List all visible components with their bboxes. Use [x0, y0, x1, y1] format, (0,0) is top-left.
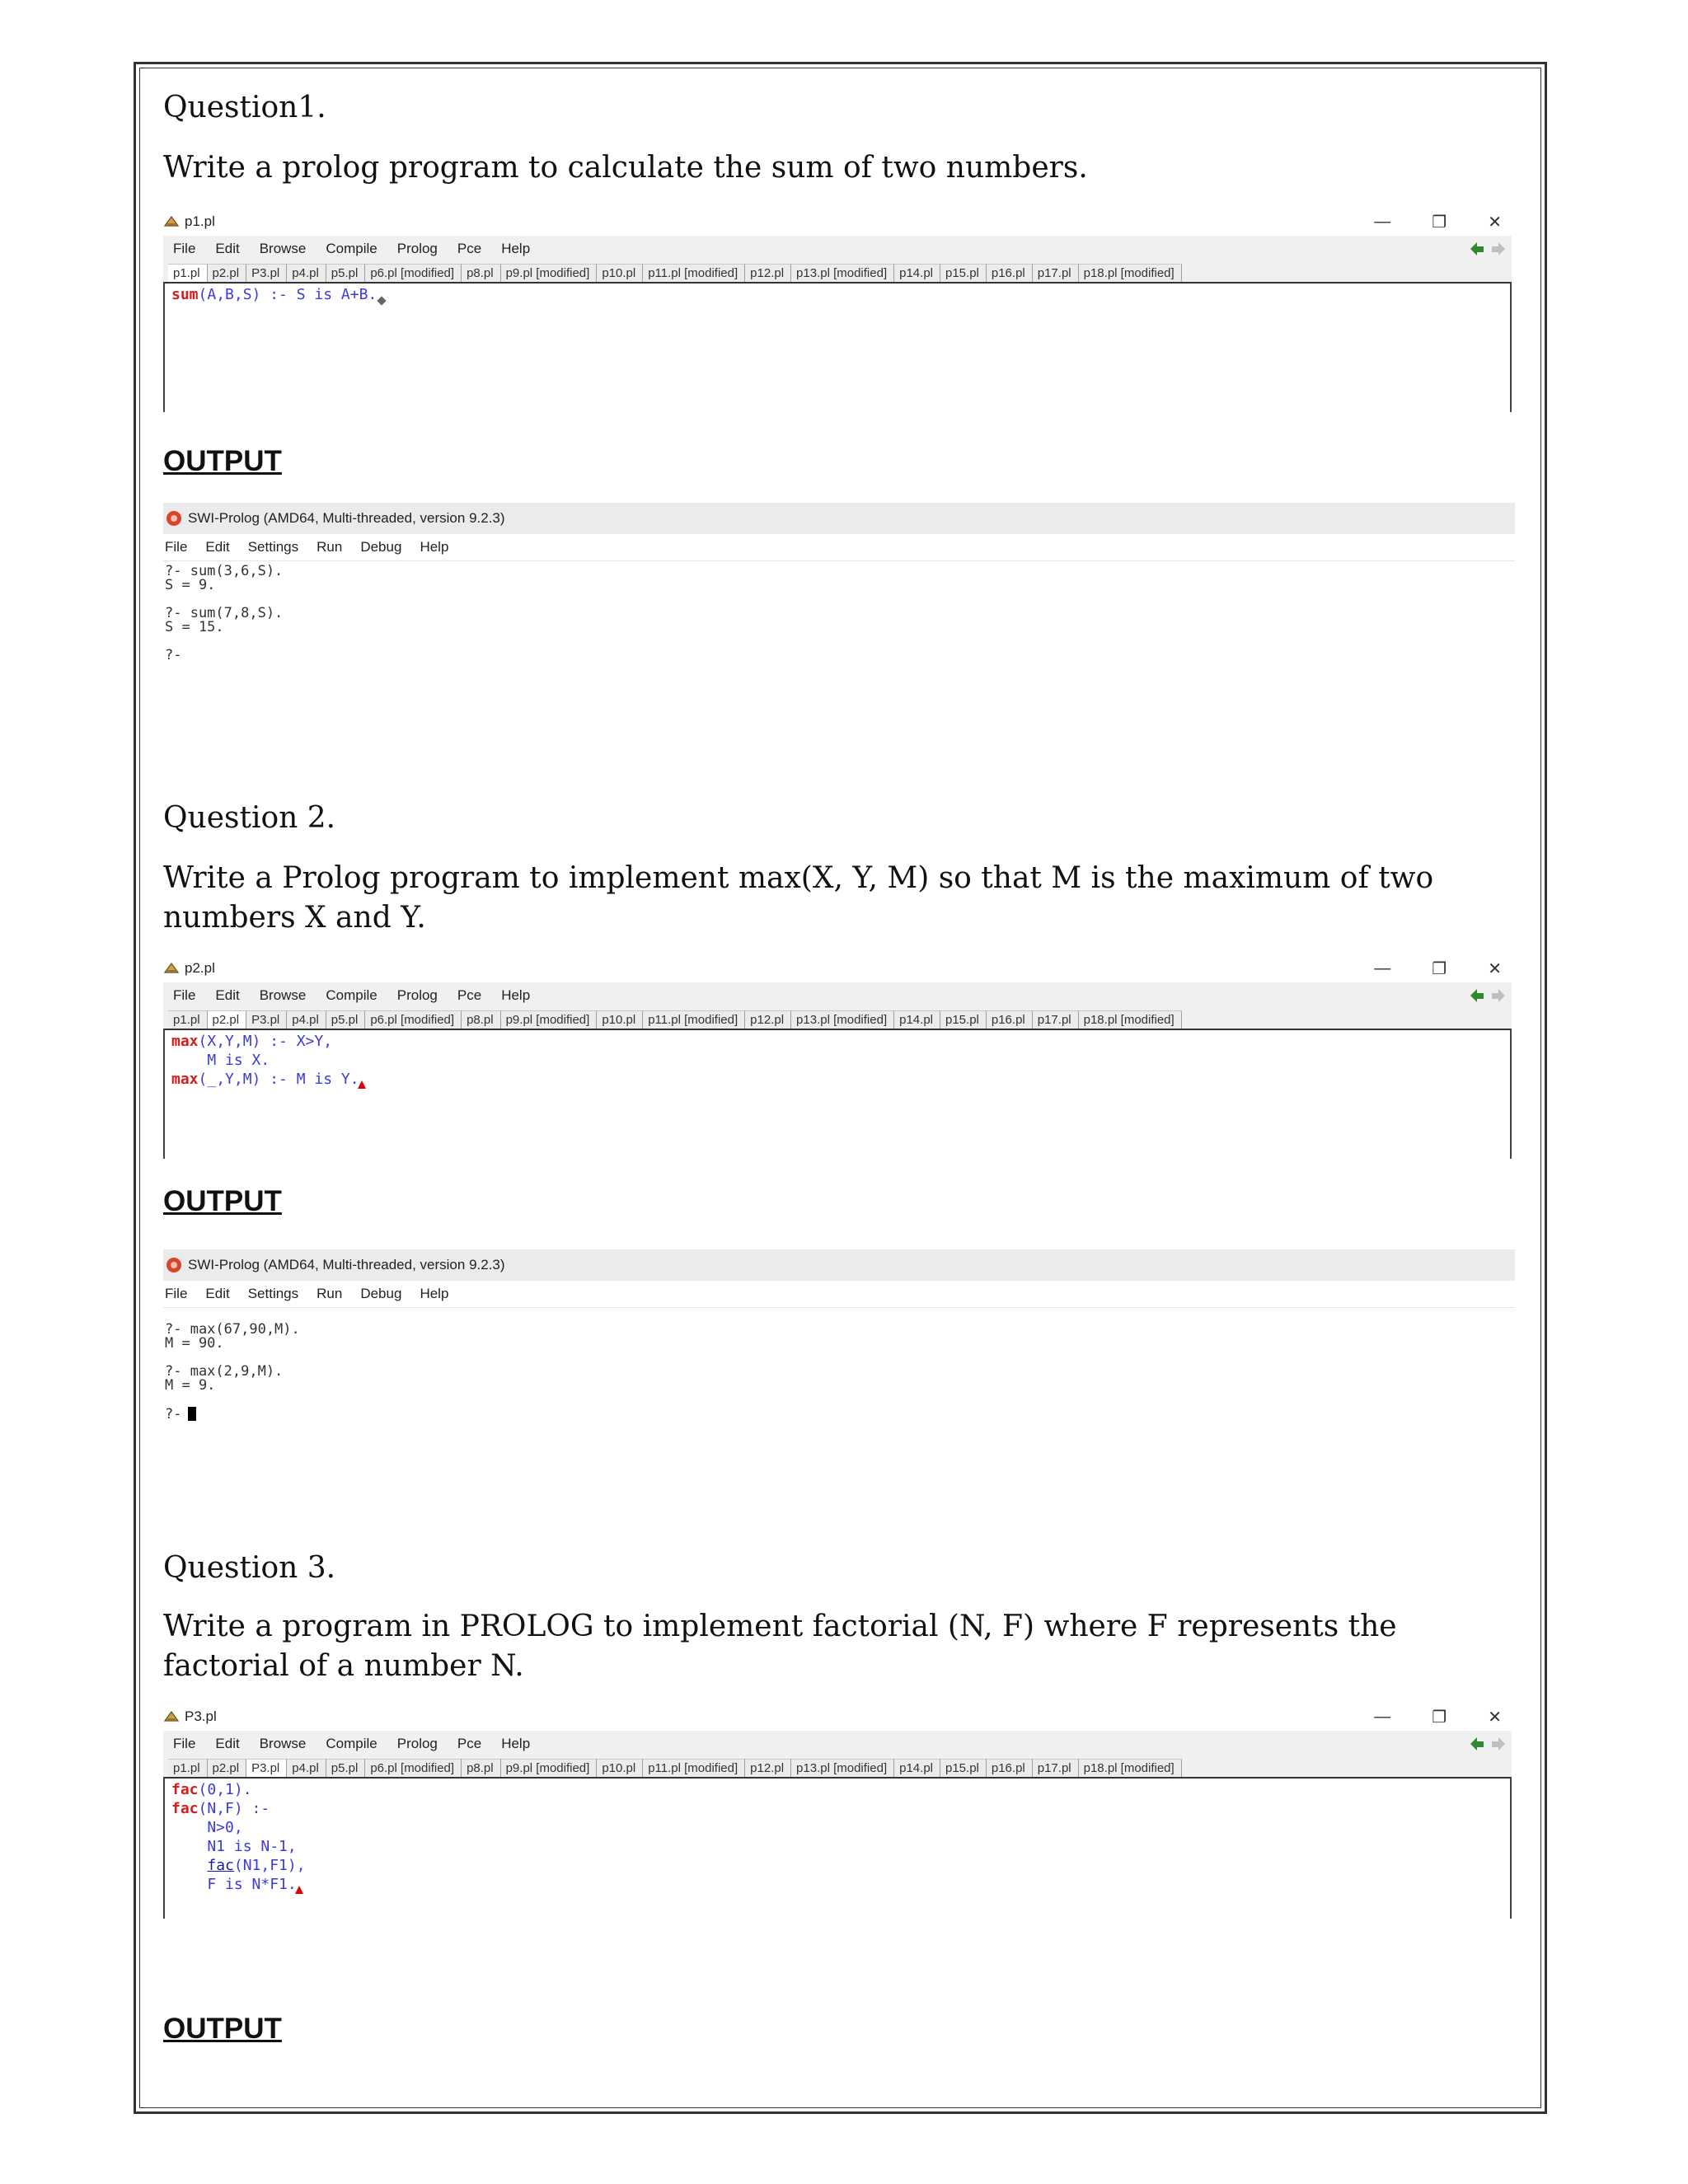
code-listing — [165, 284, 1510, 306]
console-menu-run[interactable]: Run — [316, 1286, 343, 1301]
editor-title: P3.pl — [185, 1708, 217, 1724]
output-label-2: OUTPUT — [163, 1185, 282, 1217]
menu-pce[interactable]: Pce — [457, 987, 482, 1003]
code-line-2: (N,F) :- — [198, 1800, 270, 1817]
question-3-title: Question 3. — [163, 1551, 336, 1585]
tab-p17[interactable]: p17.pl — [1033, 264, 1079, 282]
menu-browse[interactable]: Browse — [259, 1736, 307, 1751]
output-1-block — [163, 443, 282, 480]
tab-p14[interactable]: p14.pl — [894, 1010, 940, 1029]
close-icon[interactable]: ✕ — [1488, 1708, 1502, 1727]
question-2-title-block — [163, 799, 335, 837]
console-menu-debug[interactable]: Debug — [360, 1286, 402, 1301]
output-label-3: OUTPUT — [163, 2013, 282, 2045]
predicate-name: max — [171, 1033, 199, 1050]
tab-p3[interactable]: P3.pl — [246, 1010, 287, 1029]
menu-help[interactable]: Help — [501, 1736, 531, 1751]
code-line-3: (_,Y,M) :- M is Y. — [198, 1071, 359, 1088]
code-line-4: N1 is N-1, — [171, 1838, 297, 1855]
tab-p14[interactable]: p14.pl — [894, 264, 940, 282]
restore-icon[interactable]: ❐ — [1432, 959, 1447, 978]
tab-p12[interactable]: p12.pl — [745, 264, 791, 282]
code-line-1: (A,B,S) :- S is A+B. — [198, 286, 377, 303]
tab-p3[interactable]: P3.pl — [246, 1759, 287, 1777]
question-1-text: Write a prolog program to calculate the sum of two numbers. — [163, 151, 1088, 185]
minimize-icon[interactable]: — — [1374, 212, 1391, 231]
text-caret — [358, 1080, 366, 1089]
console-title: SWI-Prolog (AMD64, Multi-threaded, version 9.2.3) — [188, 510, 505, 526]
editor-tabs — [163, 1009, 1512, 1029]
question-3-text-block — [163, 1607, 1515, 1686]
question-3-title-block — [163, 1549, 335, 1587]
back-arrow-icon[interactable] — [1467, 1734, 1487, 1752]
tab-p2[interactable]: p2.pl — [208, 1759, 247, 1777]
console-output[interactable] — [163, 1308, 1515, 1425]
menu-prolog[interactable]: Prolog — [396, 1736, 438, 1751]
tab-p4[interactable]: p4.pl — [287, 1759, 326, 1777]
tab-p9[interactable]: p9.pl [modified] — [501, 1759, 598, 1777]
menu-help[interactable]: Help — [501, 241, 531, 256]
editor-code-area[interactable] — [163, 1029, 1512, 1159]
console-menu-file[interactable]: File — [165, 539, 188, 555]
menu-file[interactable]: File — [173, 241, 196, 256]
menu-compile[interactable]: Compile — [326, 241, 377, 256]
console-titlebar — [163, 503, 1515, 534]
console-menu-settings[interactable]: Settings — [247, 1286, 299, 1301]
editor-tabs — [163, 262, 1512, 282]
menu-file[interactable]: File — [173, 987, 196, 1003]
tab-p5[interactable]: p5.pl — [326, 264, 366, 282]
swi-editor-icon — [163, 961, 180, 976]
tab-p17[interactable]: p17.pl — [1033, 1010, 1079, 1029]
tab-p12[interactable]: p12.pl — [745, 1759, 791, 1777]
menu-pce[interactable]: Pce — [457, 241, 482, 256]
tab-p3[interactable]: P3.pl — [246, 264, 287, 282]
output-2-block — [163, 1183, 282, 1220]
tab-p1[interactable]: p1.pl — [168, 1010, 208, 1029]
tab-p2[interactable]: p2.pl — [208, 1010, 247, 1029]
console-menu-run[interactable]: Run — [316, 539, 343, 555]
close-icon[interactable]: ✕ — [1488, 213, 1502, 232]
code-line-5: (N1,F1), — [233, 1857, 306, 1874]
tab-p12[interactable]: p12.pl — [745, 1010, 791, 1029]
editor-tabs — [163, 1757, 1512, 1777]
restore-icon[interactable]: ❐ — [1432, 1708, 1447, 1727]
tab-p13[interactable]: p13.pl [modified] — [791, 1759, 894, 1777]
tab-p14[interactable]: p14.pl — [894, 1759, 940, 1777]
tab-p4[interactable]: p4.pl — [287, 264, 326, 282]
tab-p1[interactable]: p1.pl — [168, 1759, 208, 1777]
tab-p15[interactable]: p15.pl — [940, 1759, 987, 1777]
console-lines: ?- max(67,90,M). M = 90. ?- max(2,9,M). M = 9. ?- — [165, 1321, 300, 1422]
menu-prolog[interactable]: Prolog — [396, 987, 438, 1003]
menu-browse[interactable]: Browse — [259, 241, 307, 256]
console-cursor — [188, 1407, 196, 1421]
editor-title: p1.pl — [185, 213, 215, 229]
tab-p17[interactable]: p17.pl — [1033, 1759, 1079, 1777]
console-titlebar — [163, 1249, 1515, 1281]
tab-p6[interactable]: p6.pl [modified] — [365, 264, 462, 282]
console-title: SWI-Prolog (AMD64, Multi-threaded, version 9.2.3) — [188, 1257, 505, 1272]
tab-p18[interactable]: p18.pl [modified] — [1079, 1759, 1182, 1777]
code-line-3: N>0, — [171, 1819, 243, 1836]
tab-p13[interactable]: p13.pl [modified] — [791, 264, 894, 282]
question-1-title-block — [163, 89, 326, 127]
editor-window-p1 — [163, 208, 1512, 412]
editor-window-p3 — [163, 1703, 1512, 1919]
code-line-5-indent — [171, 1857, 207, 1874]
predicate-name: fac — [171, 1800, 199, 1817]
text-caret — [377, 296, 387, 305]
tab-p10[interactable]: p10.pl — [597, 1759, 643, 1777]
editor-menubar — [163, 982, 1512, 1009]
predicate-name: sum — [171, 286, 199, 303]
minimize-icon[interactable]: — — [1374, 1707, 1391, 1726]
question-1-text-block — [163, 148, 1515, 188]
editor-code-area[interactable] — [163, 282, 1512, 412]
code-listing — [165, 1030, 1510, 1090]
editor-titlebar — [163, 1703, 1512, 1731]
question-3-text: Write a program in PROLOG to implement factorial (N, F) where F represents the factorial of a number N. — [163, 1610, 1397, 1683]
question-2-title: Question 2. — [163, 801, 336, 835]
console-menu-file[interactable]: File — [165, 1286, 188, 1301]
editor-titlebar — [163, 208, 1512, 236]
console-menu-edit[interactable]: Edit — [205, 1286, 230, 1301]
tab-p5[interactable]: p5.pl — [326, 1010, 366, 1029]
console-menu-settings[interactable]: Settings — [247, 539, 299, 555]
tab-p11[interactable]: p11.pl [modified] — [643, 264, 745, 282]
swi-prolog-icon — [165, 1256, 183, 1274]
console-menubar — [163, 1281, 1515, 1308]
editor-window-p2 — [163, 954, 1512, 1159]
swi-editor-icon — [163, 214, 180, 229]
swi-editor-icon — [163, 1709, 180, 1724]
code-listing — [165, 1779, 1510, 1896]
menu-compile[interactable]: Compile — [326, 1736, 377, 1751]
text-caret — [295, 1886, 303, 1894]
tab-p4[interactable]: p4.pl — [287, 1010, 326, 1029]
code-line-1: (X,Y,M) :- X>Y, — [198, 1033, 333, 1050]
minimize-icon[interactable]: — — [1374, 958, 1391, 977]
menu-edit[interactable]: Edit — [215, 987, 240, 1003]
question-2-text: Write a Prolog program to implement max(X, Y, M) so that M is the maximum of two numbers X and Y. — [163, 861, 1434, 935]
tab-p15[interactable]: p15.pl — [940, 1010, 987, 1029]
predicate-name: max — [171, 1071, 199, 1088]
tab-p16[interactable]: p16.pl — [987, 264, 1033, 282]
output-3-block — [163, 2011, 282, 2047]
tab-p15[interactable]: p15.pl — [940, 264, 987, 282]
menu-help[interactable]: Help — [501, 987, 531, 1003]
tab-p9[interactable]: p9.pl [modified] — [501, 264, 598, 282]
tab-p2[interactable]: p2.pl — [208, 264, 247, 282]
tab-p8[interactable]: p8.pl — [462, 1759, 501, 1777]
forward-arrow-icon[interactable] — [1489, 1734, 1508, 1752]
question-1-title: Question1. — [163, 91, 326, 124]
tab-p6[interactable]: p6.pl [modified] — [365, 1010, 462, 1029]
console-window-2 — [163, 1249, 1515, 1425]
console-menu-debug[interactable]: Debug — [360, 539, 402, 555]
console-output[interactable]: ?- sum(3,6,S). S = 9. ?- sum(7,8,S). S = 15. ?- — [165, 563, 284, 663]
tab-p10[interactable]: p10.pl — [597, 1010, 643, 1029]
back-arrow-icon[interactable] — [1467, 239, 1487, 257]
editor-menubar — [163, 236, 1512, 262]
menu-prolog[interactable]: Prolog — [396, 241, 438, 256]
console-window-1 — [163, 503, 1515, 666]
code-line-1: (0,1). — [198, 1781, 252, 1798]
tab-p6[interactable]: p6.pl [modified] — [365, 1759, 462, 1777]
menu-pce[interactable]: Pce — [457, 1736, 482, 1751]
question-2-text-block — [163, 859, 1515, 938]
menu-edit[interactable]: Edit — [215, 241, 240, 256]
tab-p11[interactable]: p11.pl [modified] — [643, 1759, 745, 1777]
code-line-2: M is X. — [171, 1052, 270, 1069]
console-menu-help[interactable]: Help — [420, 539, 449, 555]
tab-p1[interactable]: p1.pl — [168, 264, 208, 282]
tab-p18[interactable]: p18.pl [modified] — [1079, 264, 1182, 282]
tab-p13[interactable]: p13.pl [modified] — [791, 1010, 894, 1029]
menu-browse[interactable]: Browse — [259, 987, 307, 1003]
console-menu-help[interactable]: Help — [420, 1286, 449, 1301]
tab-p10[interactable]: p10.pl — [597, 264, 643, 282]
predicate-name: fac — [171, 1781, 199, 1798]
back-arrow-icon[interactable] — [1467, 986, 1487, 1004]
tab-p16[interactable]: p16.pl — [987, 1010, 1033, 1029]
console-menu-edit[interactable]: Edit — [205, 539, 230, 555]
forward-arrow-icon[interactable] — [1489, 986, 1508, 1004]
forward-arrow-icon[interactable] — [1489, 239, 1508, 257]
console-menubar — [163, 534, 1515, 561]
tab-p8[interactable]: p8.pl — [462, 264, 501, 282]
menu-edit[interactable]: Edit — [215, 1736, 240, 1751]
output-label-1: OUTPUT — [163, 445, 282, 477]
recursive-call: fac — [207, 1857, 234, 1874]
editor-title: p2.pl — [185, 960, 215, 976]
tab-p5[interactable]: p5.pl — [326, 1759, 366, 1777]
restore-icon[interactable]: ❐ — [1432, 213, 1447, 232]
close-icon[interactable]: ✕ — [1488, 959, 1502, 978]
editor-code-area[interactable] — [163, 1777, 1512, 1919]
tab-p16[interactable]: p16.pl — [987, 1759, 1033, 1777]
menu-compile[interactable]: Compile — [326, 987, 377, 1003]
tab-p8[interactable]: p8.pl — [462, 1010, 501, 1029]
tab-p9[interactable]: p9.pl [modified] — [501, 1010, 598, 1029]
tab-p18[interactable]: p18.pl [modified] — [1079, 1010, 1182, 1029]
code-line-6: F is N*F1. — [171, 1876, 297, 1893]
menu-file[interactable]: File — [173, 1736, 196, 1751]
editor-menubar — [163, 1731, 1512, 1757]
tab-p11[interactable]: p11.pl [modified] — [643, 1010, 745, 1029]
editor-titlebar — [163, 954, 1512, 982]
swi-prolog-icon — [165, 509, 183, 527]
